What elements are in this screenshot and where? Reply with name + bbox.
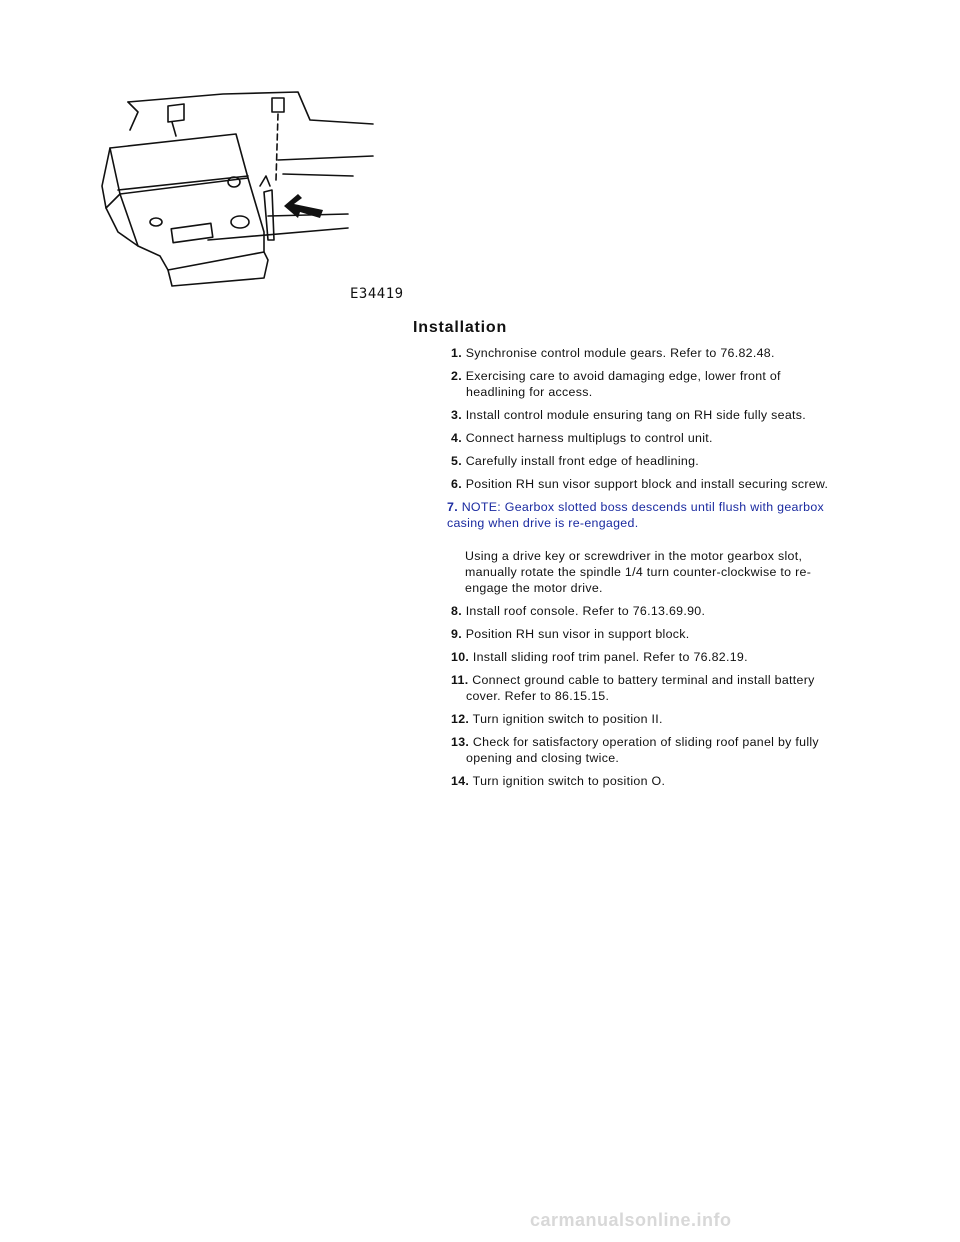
note-text-continued: casing when drive is re-engaged. — [447, 516, 639, 530]
step-2 — [451, 368, 871, 400]
step-text-continued: opening and closing twice. — [466, 751, 620, 765]
section-title: Installation — [413, 319, 508, 336]
step-9 — [451, 626, 871, 642]
step-text: Position RH sun visor support block and install securing screw. — [465, 477, 829, 491]
step-text: Connect harness multiplugs to control unit. — [465, 431, 713, 445]
step-number: 6. — [451, 477, 462, 491]
step-text: Synchronise control module gears. Refer to 76.82.48. — [465, 346, 775, 360]
step-text-continued: headlining for access. — [466, 385, 593, 399]
step-number: 5. — [451, 454, 462, 468]
step-number: 1. — [451, 346, 462, 360]
note-text: NOTE: Gearbox slotted boss descends until flush with gearbox — [461, 500, 825, 514]
step-text-continued: cover. Refer to 86.15.15. — [466, 689, 610, 703]
step-3 — [451, 407, 871, 423]
step-13 — [451, 734, 871, 766]
step-number: 12. — [451, 712, 470, 726]
step-8 — [451, 603, 871, 619]
step-number: 13. — [451, 735, 470, 749]
step-number: 4. — [451, 431, 462, 445]
step-number: 11. — [451, 673, 469, 687]
step-text: Install roof console. Refer to 76.13.69.90. — [465, 604, 706, 618]
step-number: 8. — [451, 604, 462, 618]
step-6 — [451, 476, 871, 492]
step-text: Install control module ensuring tang on RH side fully seats. — [465, 408, 807, 422]
instruction-line: Using a drive key or screwdriver in the motor gearbox slot, — [465, 549, 803, 563]
step-number: 3. — [451, 408, 462, 422]
step-7-instruction — [451, 548, 871, 596]
step-11 — [451, 672, 871, 704]
step-text: Install sliding roof trim panel. Refer to 76.82.19. — [472, 650, 748, 664]
control-module-illustration — [88, 90, 400, 310]
step-text: Position RH sun visor in support block. — [465, 627, 690, 641]
step-number: 2. — [451, 369, 462, 383]
step-1 — [451, 345, 871, 361]
instruction-line: manually rotate the spindle 1/4 turn counter-clockwise to re- — [465, 565, 812, 579]
watermark-link[interactable]: carmanualsonline.info — [530, 1210, 732, 1230]
step-number: 14. — [451, 774, 470, 788]
step-text: Carefully install front edge of headlining. — [465, 454, 699, 468]
step-14 — [451, 773, 871, 789]
step-number: 7. — [447, 500, 458, 514]
step-text: Turn ignition switch to position O. — [472, 774, 666, 788]
installation-steps — [447, 345, 871, 796]
step-text: Turn ignition switch to position II. — [472, 712, 663, 726]
step-number: 10. — [451, 650, 470, 664]
step-text: Exercising care to avoid damaging edge, lower front of — [465, 369, 781, 383]
instruction-line: engage the motor drive. — [465, 581, 603, 595]
step-10 — [451, 649, 871, 665]
step-5 — [451, 453, 871, 469]
step-12 — [451, 711, 871, 727]
step-number: 9. — [451, 627, 462, 641]
step-4 — [451, 430, 871, 446]
step-7-note — [447, 499, 871, 531]
step-text: Connect ground cable to battery terminal and install battery — [472, 673, 815, 687]
figure-code: E34419 — [350, 286, 404, 302]
step-text: Check for satisfactory operation of sliding roof panel by fully — [472, 735, 819, 749]
